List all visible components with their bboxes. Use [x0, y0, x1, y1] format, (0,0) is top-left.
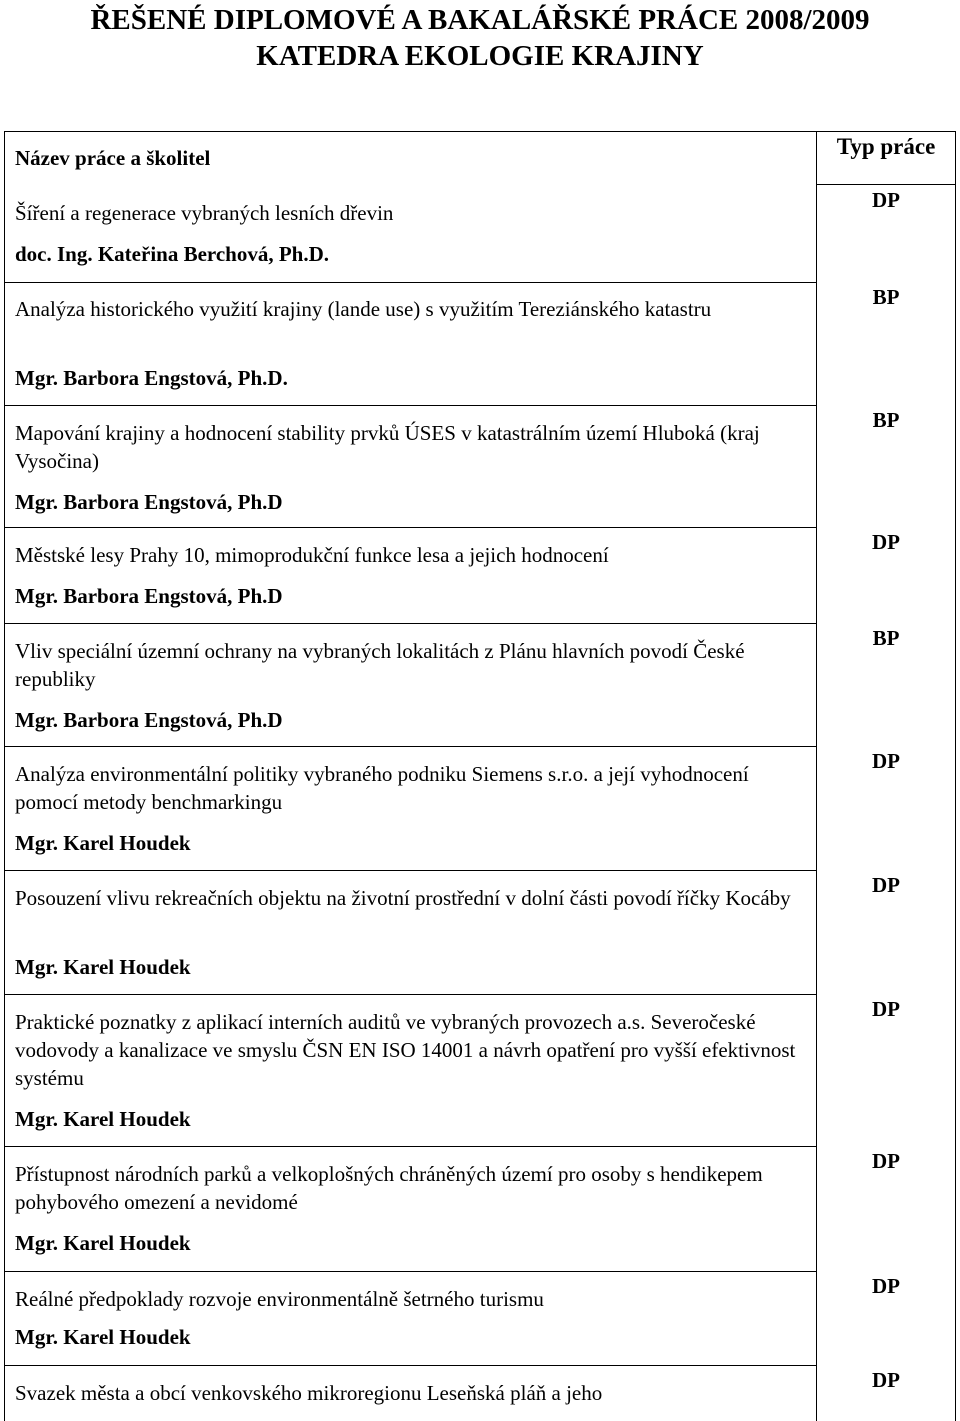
row-separator	[4, 870, 816, 871]
thesis-type: DP	[872, 749, 900, 773]
document-heading	[0, 3, 960, 75]
row-separator	[4, 1365, 816, 1366]
thesis-supervisor: Mgr. Karel Houdek	[15, 1231, 191, 1255]
thesis-type: DP	[872, 873, 900, 897]
thesis-supervisor: doc. Ing. Kateřina Berchová, Ph.D.	[15, 242, 330, 266]
thesis-title: Městské lesy Prahy 10, mimoprodukční funkce lesa a jejich hodnocení	[15, 543, 609, 567]
thesis-title: Přístupnost národních parků a velkoplošných chráněných území pro osoby s hendikepem pohybového omezení a nevidomé	[15, 1162, 763, 1214]
thesis-supervisor: Mgr. Karel Houdek	[15, 831, 191, 855]
row-separator	[4, 527, 816, 528]
thesis-type: DP	[872, 997, 900, 1021]
thesis-title: Mapování krajiny a hodnocení stability prvků ÚSES v katastrálním území Hluboká (kraj Vysočina)	[15, 421, 760, 473]
column-header-type: Typ práce	[836, 134, 936, 159]
heading-line-2: KATEDRA EKOLOGIE KRAJINY	[256, 40, 704, 72]
thesis-type: DP	[872, 530, 900, 554]
thesis-title: Analýza environmentální politiky vybraného podniku Siemens s.r.o. a její vyhodnocení pomocí metody benchmarkingu	[15, 762, 749, 814]
thesis-title: Vliv speciální územní ochrany na vybraných lokalitách z Plánu hlavních povodí České republiky	[15, 639, 745, 691]
thesis-title: Šíření a regenerace vybraných lesních dřevin	[15, 201, 394, 225]
thesis-title: Posouzení vlivu rekreačních objektu na životní prostřední v dolní části povodí říčky Kocáby	[15, 886, 791, 910]
header-separator	[816, 184, 956, 185]
row-separator	[4, 1146, 816, 1147]
thesis-type: BP	[872, 408, 900, 432]
thesis-type: DP	[872, 1368, 900, 1392]
thesis-supervisor: Mgr. Karel Houdek	[15, 955, 191, 979]
row-separator	[4, 282, 816, 283]
thesis-title: Svazek města a obcí venkovského mikroregionu Leseňská pláň a jeho	[15, 1381, 603, 1405]
thesis-type: DP	[872, 1149, 900, 1173]
column-header-name: Název práce a školitel	[15, 146, 211, 170]
heading-line-1: ŘEŠENÉ DIPLOMOVÉ A BAKALÁŘSKÉ PRÁCE 2008/2009	[90, 4, 870, 36]
thesis-supervisor: Mgr. Barbora Engstová, Ph.D.	[15, 366, 288, 390]
thesis-title: Analýza historického využití krajiny (lande use) s využitím Tereziánského katastru	[15, 297, 712, 321]
thesis-supervisor: Mgr. Barbora Engstová, Ph.D	[15, 584, 283, 608]
row-separator	[4, 405, 816, 406]
row-separator	[4, 994, 816, 995]
thesis-title: Reálné předpoklady rozvoje environmentálně šetrného turismu	[15, 1287, 544, 1311]
row-separator	[4, 623, 816, 624]
row-separator	[4, 1271, 816, 1272]
thesis-supervisor: Mgr. Karel Houdek	[15, 1107, 191, 1131]
thesis-supervisor: Mgr. Barbora Engstová, Ph.D	[15, 708, 283, 732]
thesis-supervisor: Mgr. Barbora Engstová, Ph.D	[15, 490, 283, 514]
thesis-type: BP	[872, 285, 900, 309]
thesis-type: DP	[872, 188, 900, 212]
thesis-type: BP	[872, 626, 900, 650]
thesis-supervisor: Mgr. Karel Houdek	[15, 1325, 191, 1349]
row-separator	[4, 746, 816, 747]
column-divider	[816, 131, 817, 1421]
thesis-type: DP	[872, 1274, 900, 1298]
thesis-title: Praktické poznatky z aplikací interních auditů ve vybraných provozech a.s. Severočeské vodovody a kanalizace ve smyslu ČSN EN ISO 14001 a návrh opatření pro vyšší efektivnost systému	[15, 1010, 796, 1090]
